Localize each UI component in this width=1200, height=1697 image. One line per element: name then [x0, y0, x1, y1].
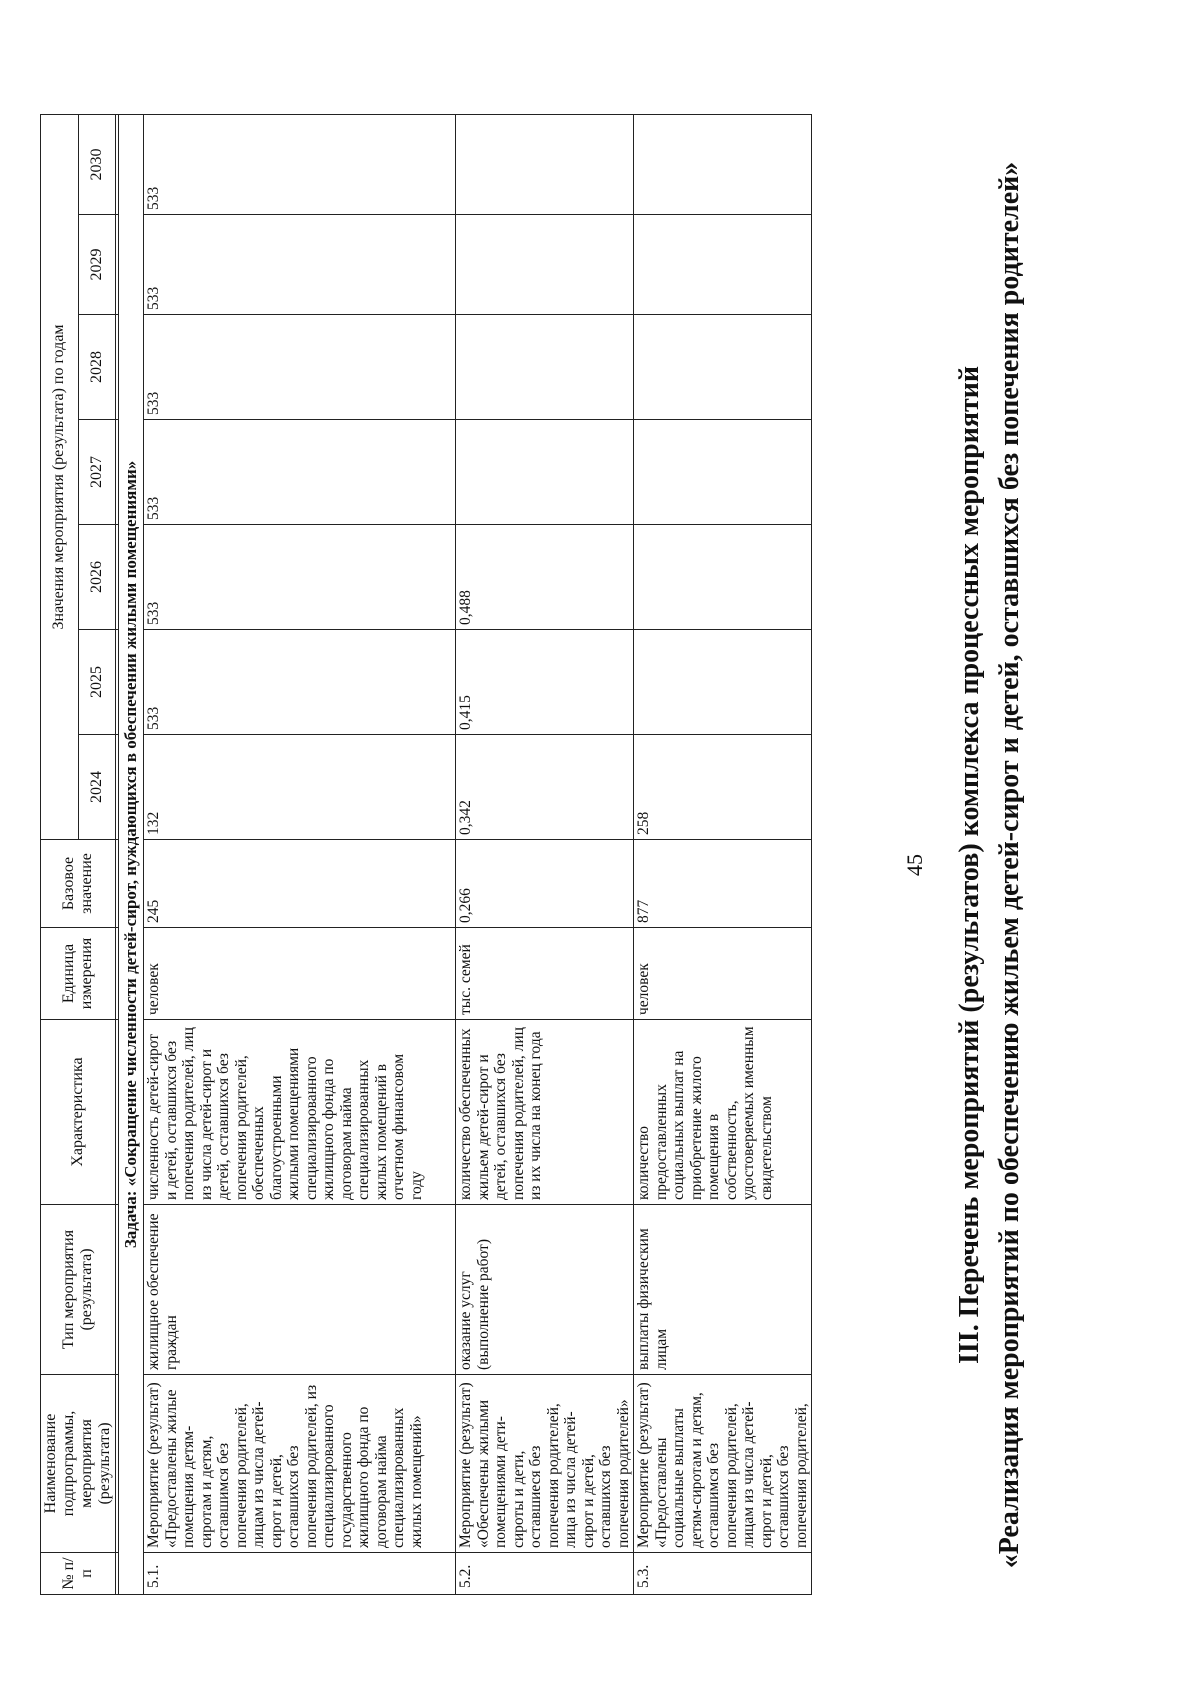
title-block [950, 125, 1030, 1605]
row-base: 877 [634, 840, 812, 928]
row-name: Мероприятие (результат) «Предоставлены социальные выплаты детям-сиротам и детям, оставшимся без попечения родителей, лицам из числа детей-сирот и детей, оставшихся без попечения родителей, [634, 1375, 812, 1553]
header-num: № п/п [41, 1553, 116, 1595]
header-values-by-year: Значения мероприятия (результата) по годам [41, 114, 79, 839]
row-value: 533 [144, 215, 456, 315]
row-characteristic: численность детей-сирот и детей, оставшихся без попечения родителей, лиц из числа детей-сирот и детей, оставшихся без попечения родителей, обеспеченных благоустроенными жилыми помещениями специализированного жилищного фонда по договорам найма специализированных жилых помещений в отчетном финансовом году [144, 1020, 456, 1205]
activities-table-wrap [40, 115, 960, 1595]
row-unit: человек [144, 928, 456, 1020]
page-subtitle: «Реализация мероприятий по обеспечению жильем детей-сирот и детей, оставшихся без попечения родителей» [994, 161, 1025, 1569]
row-value [456, 114, 634, 214]
row-value: 132 [144, 735, 456, 840]
row-value [456, 215, 634, 315]
header-year: 2030 [78, 114, 116, 214]
row-value [634, 630, 812, 735]
row-value: 533 [144, 630, 456, 735]
header-year: 2024 [78, 735, 116, 840]
header-base: Базовое значение [41, 840, 116, 928]
row-value [634, 315, 812, 420]
header-year: 2027 [78, 420, 116, 525]
table-row [456, 114, 634, 1594]
row-unit: тыс. семей [456, 928, 634, 1020]
header-year: 2026 [78, 525, 116, 630]
row-value: 258 [634, 735, 812, 840]
row-value [634, 215, 812, 315]
header-characteristic: Характеристика [41, 1020, 116, 1205]
row-type: жилищное обеспечение граждан [144, 1205, 456, 1375]
row-unit: человек [634, 928, 812, 1020]
row-value: 0,342 [456, 735, 634, 840]
row-value: 533 [144, 420, 456, 525]
task-text: Задача: «Сокращение численности детей-сирот, нуждающихся в обеспечении жилыми помещениями» [119, 114, 144, 1594]
row-value [634, 525, 812, 630]
row-value: 533 [144, 525, 456, 630]
header-unit: Единица измерения [41, 928, 116, 1020]
rotated-page [40, 65, 1130, 1665]
page-title: III. Перечень мероприятий (результатов) комплекса процессных мероприятий [954, 366, 985, 1364]
page-number: 45 [902, 854, 927, 876]
header-name: Наименование подпрограммы, мероприятия (результата) [41, 1375, 116, 1553]
header-year: 2029 [78, 215, 116, 315]
header-year: 2028 [78, 315, 116, 420]
row-name: Мероприятие (результат) «Обеспечены жилыми помещениями дети-сироты и дети, оставшиеся без попечения родителей, лица из числа детей-сирот и детей, оставшихся без попечения родителей» [456, 1375, 634, 1553]
row-type: оказание услуг (выполнение работ) [456, 1205, 634, 1375]
task-row [119, 114, 144, 1594]
row-num: 5.2. [456, 1553, 634, 1595]
header-year: 2025 [78, 630, 116, 735]
row-base: 245 [144, 840, 456, 928]
row-characteristic: количество обеспеченных жильем детей-сирот и детей, оставшихся без попечения родителей, лиц из их числа на конец года [456, 1020, 634, 1205]
row-name: Мероприятие (результат) «Предоставлены жилые помещения детям-сиротам и детям, оставшимся без попечения родителей, лицам из числа детей-сирот и детей, оставшихся без попечения родителей, из специализированного государственного жилищного фонда по договорам найма специализированных жилых помещений» [144, 1375, 456, 1553]
table-row [144, 114, 456, 1594]
row-type: выплаты физическим лицам [634, 1205, 812, 1375]
row-base: 0,266 [456, 840, 634, 928]
table-row [634, 114, 812, 1594]
row-value [634, 420, 812, 525]
header-type: Тип мероприятия (результата) [41, 1205, 116, 1375]
row-value: 533 [144, 315, 456, 420]
header-row-1 [41, 114, 79, 1594]
row-value [456, 420, 634, 525]
activities-table [40, 114, 812, 1595]
row-value [456, 315, 634, 420]
row-num: 5.3. [634, 1553, 812, 1595]
row-characteristic: количество предоставленных социальных выплат на приобретение жилого помещения в собственность, удостоверяемых именным свидетельством [634, 1020, 812, 1205]
row-num: 5.1. [144, 1553, 456, 1595]
row-value: 533 [144, 114, 456, 214]
row-value: 0,415 [456, 630, 634, 735]
row-value [634, 114, 812, 214]
row-value: 0,488 [456, 525, 634, 630]
